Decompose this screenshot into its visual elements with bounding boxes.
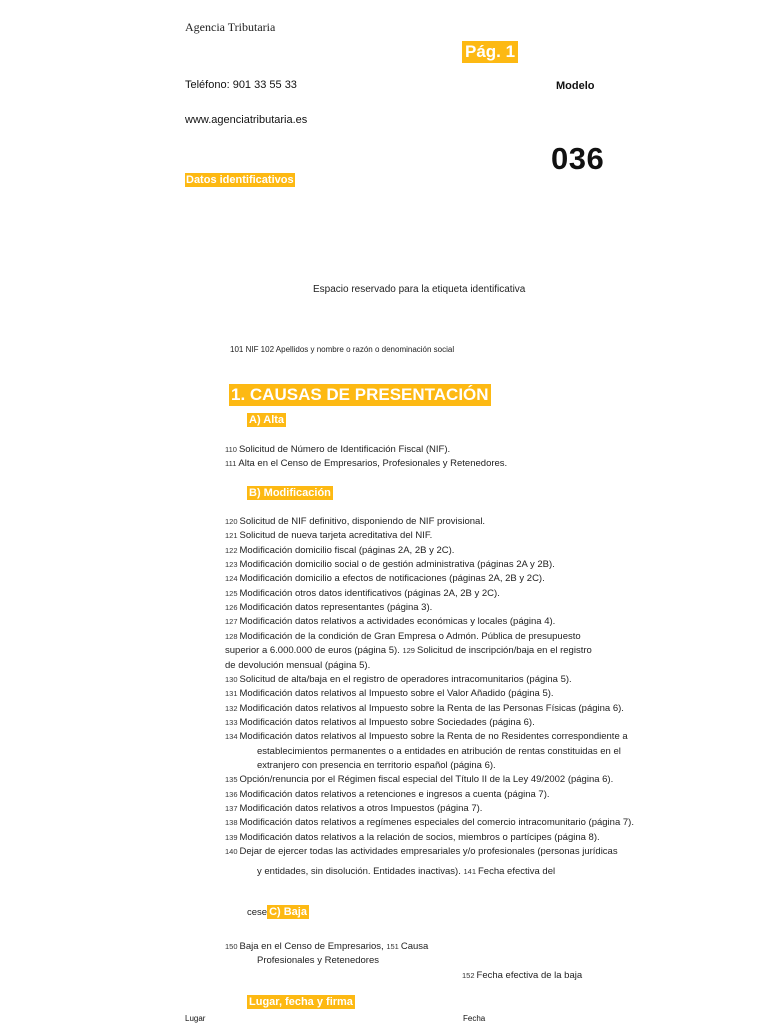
option-code: 124: [225, 574, 238, 584]
option-code: 126: [225, 603, 238, 613]
modificacion-heading: B) Modificación: [249, 487, 331, 499]
fecha-baja-field[interactable]: [462, 970, 582, 981]
fecha-baja-text: Fecha efectiva de la baja: [476, 970, 583, 981]
modificacion-item[interactable]: [225, 631, 581, 642]
option-text: Modificación datos relativos al Impuesto sobre el Valor Añadido (página 5).: [239, 688, 554, 700]
baja-line-2: Profesionales y Retenedores: [257, 955, 379, 966]
modificacion-item[interactable]: [225, 530, 432, 541]
option-text: Modificación datos relativos al Impuesto sobre Sociedades (página 6).: [239, 716, 535, 728]
code-152: 152: [462, 971, 475, 980]
option-code: 123: [225, 560, 238, 570]
option-text: Modificación datos relativos a actividades económicas y locales (página 4).: [239, 616, 556, 628]
option-text: y entidades, sin disolución. Entidades inactivas).: [257, 866, 461, 877]
modificacion-item[interactable]: [225, 803, 482, 814]
option-code: 122: [225, 545, 238, 555]
option-text: Modificación datos relativos a retenciones e ingresos a cuenta (página 7).: [239, 788, 550, 800]
option-code: 110: [225, 445, 237, 454]
section-causas-heading: 1. CAUSAS DE PRESENTACIÓN: [231, 385, 489, 404]
option-text: Solicitud de Número de Identificación Fiscal (NIF).: [238, 444, 451, 455]
option-text: Opción/renuncia por el Régimen fiscal especial del Título II de la Ley 49/2002 (página 6).: [239, 774, 614, 786]
option-text: Modificación datos relativos al Impuesto sobre la Renta de las Personas Físicas (página 6).: [239, 702, 624, 714]
option-code: 136: [225, 789, 238, 799]
option-code: 141: [463, 867, 476, 876]
option-code: 125: [225, 588, 238, 598]
option-code: 127: [225, 617, 238, 627]
modificacion-item[interactable]: [225, 674, 572, 685]
option-code: 129: [402, 646, 415, 656]
modificacion-item[interactable]: [225, 616, 555, 627]
option-text: Solicitud de alta/baja en el registro de operadores intracomunitarios (página 5).: [239, 673, 572, 685]
modificacion-item: [225, 645, 592, 656]
option-text: Fecha efectiva del: [478, 866, 556, 877]
option-text: Modificación datos relativos al Impuesto sobre la Renta de no Residentes correspondiente a: [239, 731, 628, 743]
option-text: Solicitud de inscripción/baja en el registro: [416, 645, 592, 657]
modificacion-item: [225, 660, 370, 671]
option-code: 140: [225, 847, 238, 856]
option-text: Modificación domicilio a efectos de notificaciones (páginas 2A, 2B y 2C).: [239, 573, 545, 585]
modificacion-item[interactable]: [225, 846, 618, 857]
option-code: 111: [225, 459, 237, 469]
baja-heading: C) Baja: [269, 906, 307, 918]
modificacion-item: [257, 746, 621, 757]
firma-heading: Lugar, fecha y firma: [249, 996, 353, 1008]
option-code: 135: [225, 775, 238, 785]
modificacion-item: [257, 866, 555, 877]
code-150: 150: [225, 942, 238, 951]
modificacion-item[interactable]: [225, 703, 624, 714]
modificacion-item[interactable]: [225, 516, 485, 527]
option-text: de devolución mensual (página 5).: [225, 659, 371, 671]
baja-censo-text: Baja en el Censo de Empresarios,: [239, 941, 384, 952]
nif-name-fields: 101 NIF 102 Apellidos y nombre o razón o denominación social: [230, 345, 455, 354]
option-code: 121: [225, 531, 238, 541]
option-code: 134: [225, 732, 238, 742]
option-code: 133: [225, 717, 238, 727]
modificacion-item[interactable]: [225, 832, 600, 843]
option-text: establecimientos permanentes o a entidades en atribución de rentas constituidas en el: [257, 745, 621, 757]
fecha-label: Fecha: [463, 1014, 486, 1023]
modificacion-item[interactable]: [225, 688, 554, 699]
modificacion-item[interactable]: [225, 573, 545, 584]
baja-block: [247, 902, 309, 920]
causa-text: Causa: [400, 941, 429, 952]
label-space-text: Espacio reservado para la etiqueta identificativa: [313, 284, 526, 295]
baja-line-1[interactable]: [225, 941, 428, 952]
datos-identificativos-heading: Datos identificativos: [186, 174, 294, 186]
modificacion-item[interactable]: [225, 789, 550, 800]
option-text: Alta en el Censo de Empresarios, Profesionales y Retenedores.: [238, 458, 508, 470]
option-text: Modificación de la condición de Gran Empresa o Admón. Pública de presupuesto: [239, 630, 581, 642]
cese-text: cese: [247, 907, 268, 918]
option-text: Solicitud de nueva tarjeta acreditativa del NIF.: [239, 530, 433, 542]
modificacion-item[interactable]: [225, 602, 432, 613]
option-text: superior a 6.000.000 de euros (página 5).: [225, 645, 400, 657]
modificacion-item[interactable]: [225, 545, 454, 556]
modelo-label: Modelo: [556, 80, 595, 92]
option-text: Modificación datos relativos a otros Impuestos (página 7).: [239, 803, 483, 814]
modificacion-item[interactable]: [225, 817, 634, 828]
option-code: 120: [225, 517, 238, 526]
modificacion-item[interactable]: [225, 731, 628, 742]
lugar-label: Lugar: [185, 1014, 206, 1023]
option-text: Dejar de ejercer todas las actividades empresariales y/o profesionales (personas jurídicas: [239, 846, 618, 857]
option-code: 137: [225, 804, 238, 813]
option-text: Modificación datos relativos a regímenes especiales del comercio intracomunitario (página 7).: [239, 817, 634, 829]
modificacion-item: [257, 760, 496, 771]
option-code: 130: [225, 674, 238, 684]
modificacion-item[interactable]: [225, 559, 555, 570]
page-label: Pág. 1: [462, 41, 518, 63]
option-code: 128: [225, 631, 238, 641]
modelo-number: 036: [551, 141, 605, 176]
option-text: Modificación datos representantes (página 3).: [239, 602, 433, 614]
modificacion-item[interactable]: [225, 717, 535, 728]
option-code: 131: [225, 689, 238, 699]
option-text: Solicitud de NIF definitivo, disponiendo de NIF provisional.: [239, 516, 486, 527]
modificacion-item[interactable]: [225, 774, 613, 785]
code-151: 151: [386, 942, 399, 951]
agency-name: Agencia Tributaria: [185, 20, 276, 34]
option-code: 139: [225, 832, 238, 842]
option-text: Modificación domicilio fiscal (páginas 2A, 2B y 2C).: [239, 544, 455, 556]
option-code: 132: [225, 703, 238, 713]
alta-item[interactable]: [225, 458, 507, 469]
website-link[interactable]: www.agenciatributaria.es: [185, 114, 308, 126]
alta-item[interactable]: [225, 444, 450, 455]
alta-heading: A) Alta: [249, 414, 285, 426]
option-text: Modificación domicilio social o de gestión administrativa (páginas 2A y 2B).: [239, 559, 555, 571]
option-code: 138: [225, 818, 238, 828]
option-text: Modificación otros datos identificativos (páginas 2A, 2B y 2C).: [239, 587, 500, 599]
phone-text: Teléfono: 901 33 55 33: [185, 79, 297, 91]
option-text: Modificación datos relativos a la relación de socios, miembros o partícipes (página 8).: [239, 831, 600, 843]
option-text: extranjero con presencia en territorio español (página 6).: [257, 759, 496, 771]
modificacion-item[interactable]: [225, 588, 500, 599]
